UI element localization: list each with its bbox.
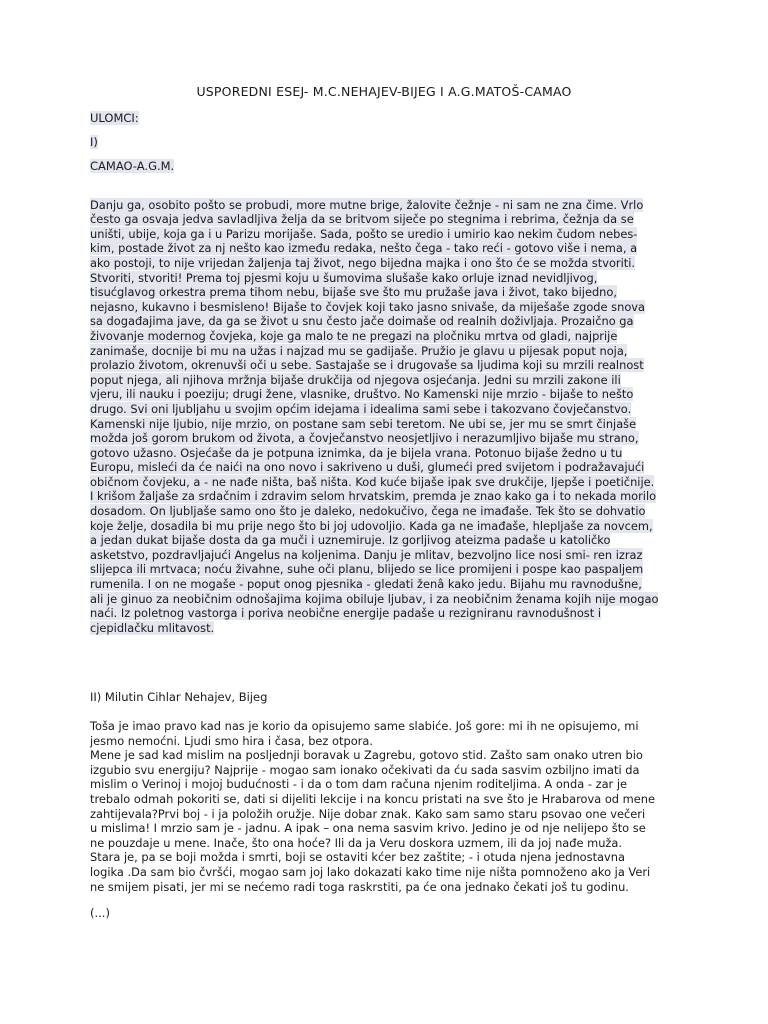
document-title: USPOREDNI ESEJ- M.C.NEHAJEV-BIJEG I A.G.MATOŠ-CAMAO	[196, 84, 572, 99]
part1-heading-text: CAMAO-A.G.M.	[90, 159, 175, 173]
ellipsis-marker: (...)	[90, 906, 110, 920]
part1-paragraph	[90, 183, 680, 635]
part1-paragraph-text: Danju ga, osobito pošto se probudi, more mutne brige, žalovite čežnje - ni sam ne zna čime. Vrlo često ga osvaja jedva savladljiva želja da se britvom siječe po stegnima i rebrima, čežnja da se uništi, ubije, koja ga i u Parizu morijaše. Sada, pošto se uredio i umirio kao nekim čudom nebes- kim, postade život za nj nešto kao između redaka, nešto čega - tako reći - gotovo više i nema, a ako postoji, to nije vrijedan žaljenja taj život, nego bijedna majka i ono što će se možda stvoriti. Stvoriti, stvoriti! Prema toj pjesmi koju u šumovima slušaše kako orluje iznad nevidljivog, tisućglavog orkestra prema tihom nebu, bijaše sve što mu pružaše java i život, tako bijedno, nejasno, kukavno i besmisleno! Bijaše to čovjek koji tako jasno snivaše, da miješaše zgode snova sa događajima jave, da ga se život u snu često jače doimaše od realnih doživljaja. Prozaično ga živovanje modernog čovjeka, koje ga malo te ne pregazi na pločniku mrtva od gladi, najprije zanimaše, docnije bi mu na užas i najzad mu se gadijaše. Pružio je glavu u pijesak poput noja, prolazio životom, okrenuvši oči u sebe. Sastajaše se i drugovaše sa ljudima koji su mrzili realnost poput njega, ali njihova mržnja bijaše drukčija od njegova osjećanja. Jedni su mrzili zakone ili vjeru, ili nauku i poeziju; drugi žene, vlasnike, društvo. No Kamenski nije mrzio - bijaše to nešto drugo. Svi oni ljubljahu u svojim općim idejama i idealima sami sebe i takozvano čovječanstvo. Kamenski nije ljubio, nije mrzio, on postane sam sebi teretom. Ne ubi se, jer mu se smrt činjaše možda još gorom brukom od života, a čovječanstvo neosjetljivo i nerazumljivo bijaše mu strano, gotovo užasno. Osjećaše da je potpuna iznimka, da je bijela vrana. Potonuo bijaše žedno u tu Europu, misleći da će naići na ono novo i sakriveno u duši, glumeći pred svijetom i podražavajući običnom čovjeku, a - ne nađe ništa, baš ništa. Kod kuće bijaše ipak sve drukčije, ljepše i poetičnije. I krišom žaljaše za srdačnim i zdravim selom hrvatskim, premda je znao kako ga i to nekada morilo dosadom. On ljubljaše samo ono što je daleko, nedokučivo, čega ne imađaše. Tek što se dohvatio koje želje, dosadila bi mu prije nego što bi joj udovoljio. Kada ga ne imađaše, hlepljaše za novcem, a jedan dukat bijaše dosta da ga muči i uznemiruje. Iz gorljivog ateizma padaše u katoličko asketstvo, pozdravljajući Angelus na koljenima. Danju je mlitav, bezvoljno lice nosi smi- ren izraz slijepca ili mrtvaca; noću živahne, suhe oči planu, blijedo se lice promijeni i pospe kao paspaljem rumenila. I on ne mogaše - poput onog pjesnika - gledati ženâ kako jedu. Bijahu mu ravnodušne, ali je ginuo za neobičnim odnošajima kojima obiluje ljubav, i za neobičnim ženama kojih nije mogao naći. Iz poletnog vastorga i poriva neobične energije padaše u rezigniranu ravnodušnost i cjepidlačku mlitavost.	[90, 197, 659, 635]
part2-heading: II) Milutin Cihlar Nehajev, Bijeg	[90, 690, 268, 704]
part1-number	[90, 135, 98, 150]
part1-number-text: I)	[90, 135, 98, 149]
ulomci-label-text: ULOMCI:	[90, 111, 139, 125]
part2-paragraph: Toša je imao pravo kad nas je korio da opisujemo same slabiće. Još gore: mi ih ne opisujemo, mi jesmo nemoćni. Ljudi smo hira i časa, bez otpora. Mene je sad kad mislim na posljednji boravak u Zagrebu, gotovo stid. Zašto sam onako utren bio izgubio svu energiju? Najprije - mogao sam ionako očekivati da ću sada sasvim ozbiljno imati da mislim o Verinoj i mojoj budućnosti - i da o tom dam računa njenim roditeljima. A onda - zar je trebalo odmah pokoriti se, dati si dijeliti lekcije i na koncu pristati na sve što je Hrabarova od mene zahtijevala?Prvi boj - i ja položih oružje. Nije dobar znak. Kako sam samo staru psovao one večeri u mislima! I mrzio sam je - jadnu. A ipak – ona nema sasvim krivo. Jedino je od nje nelijepo što se ne pouzdaje u mene. Inače, što ona hoće? Ili da ja Veru doskora uzmem, ili da joj nađe muža. Stara je, pa se boji možda i smrti, boji se ostaviti kćer bez zaštite; - i otuda njena jednostavna logika .Da sam bio čvršći, mogao sam joj lako dokazati kako time nije ništa pomnoženo ako ja Veri ne smijem pisati, jer mi se nećemo radi toga raskrstiti, pa će ona jednako čekati još tu godinu.	[90, 719, 655, 894]
part1-heading	[90, 159, 174, 174]
ulomci-label	[90, 111, 139, 126]
